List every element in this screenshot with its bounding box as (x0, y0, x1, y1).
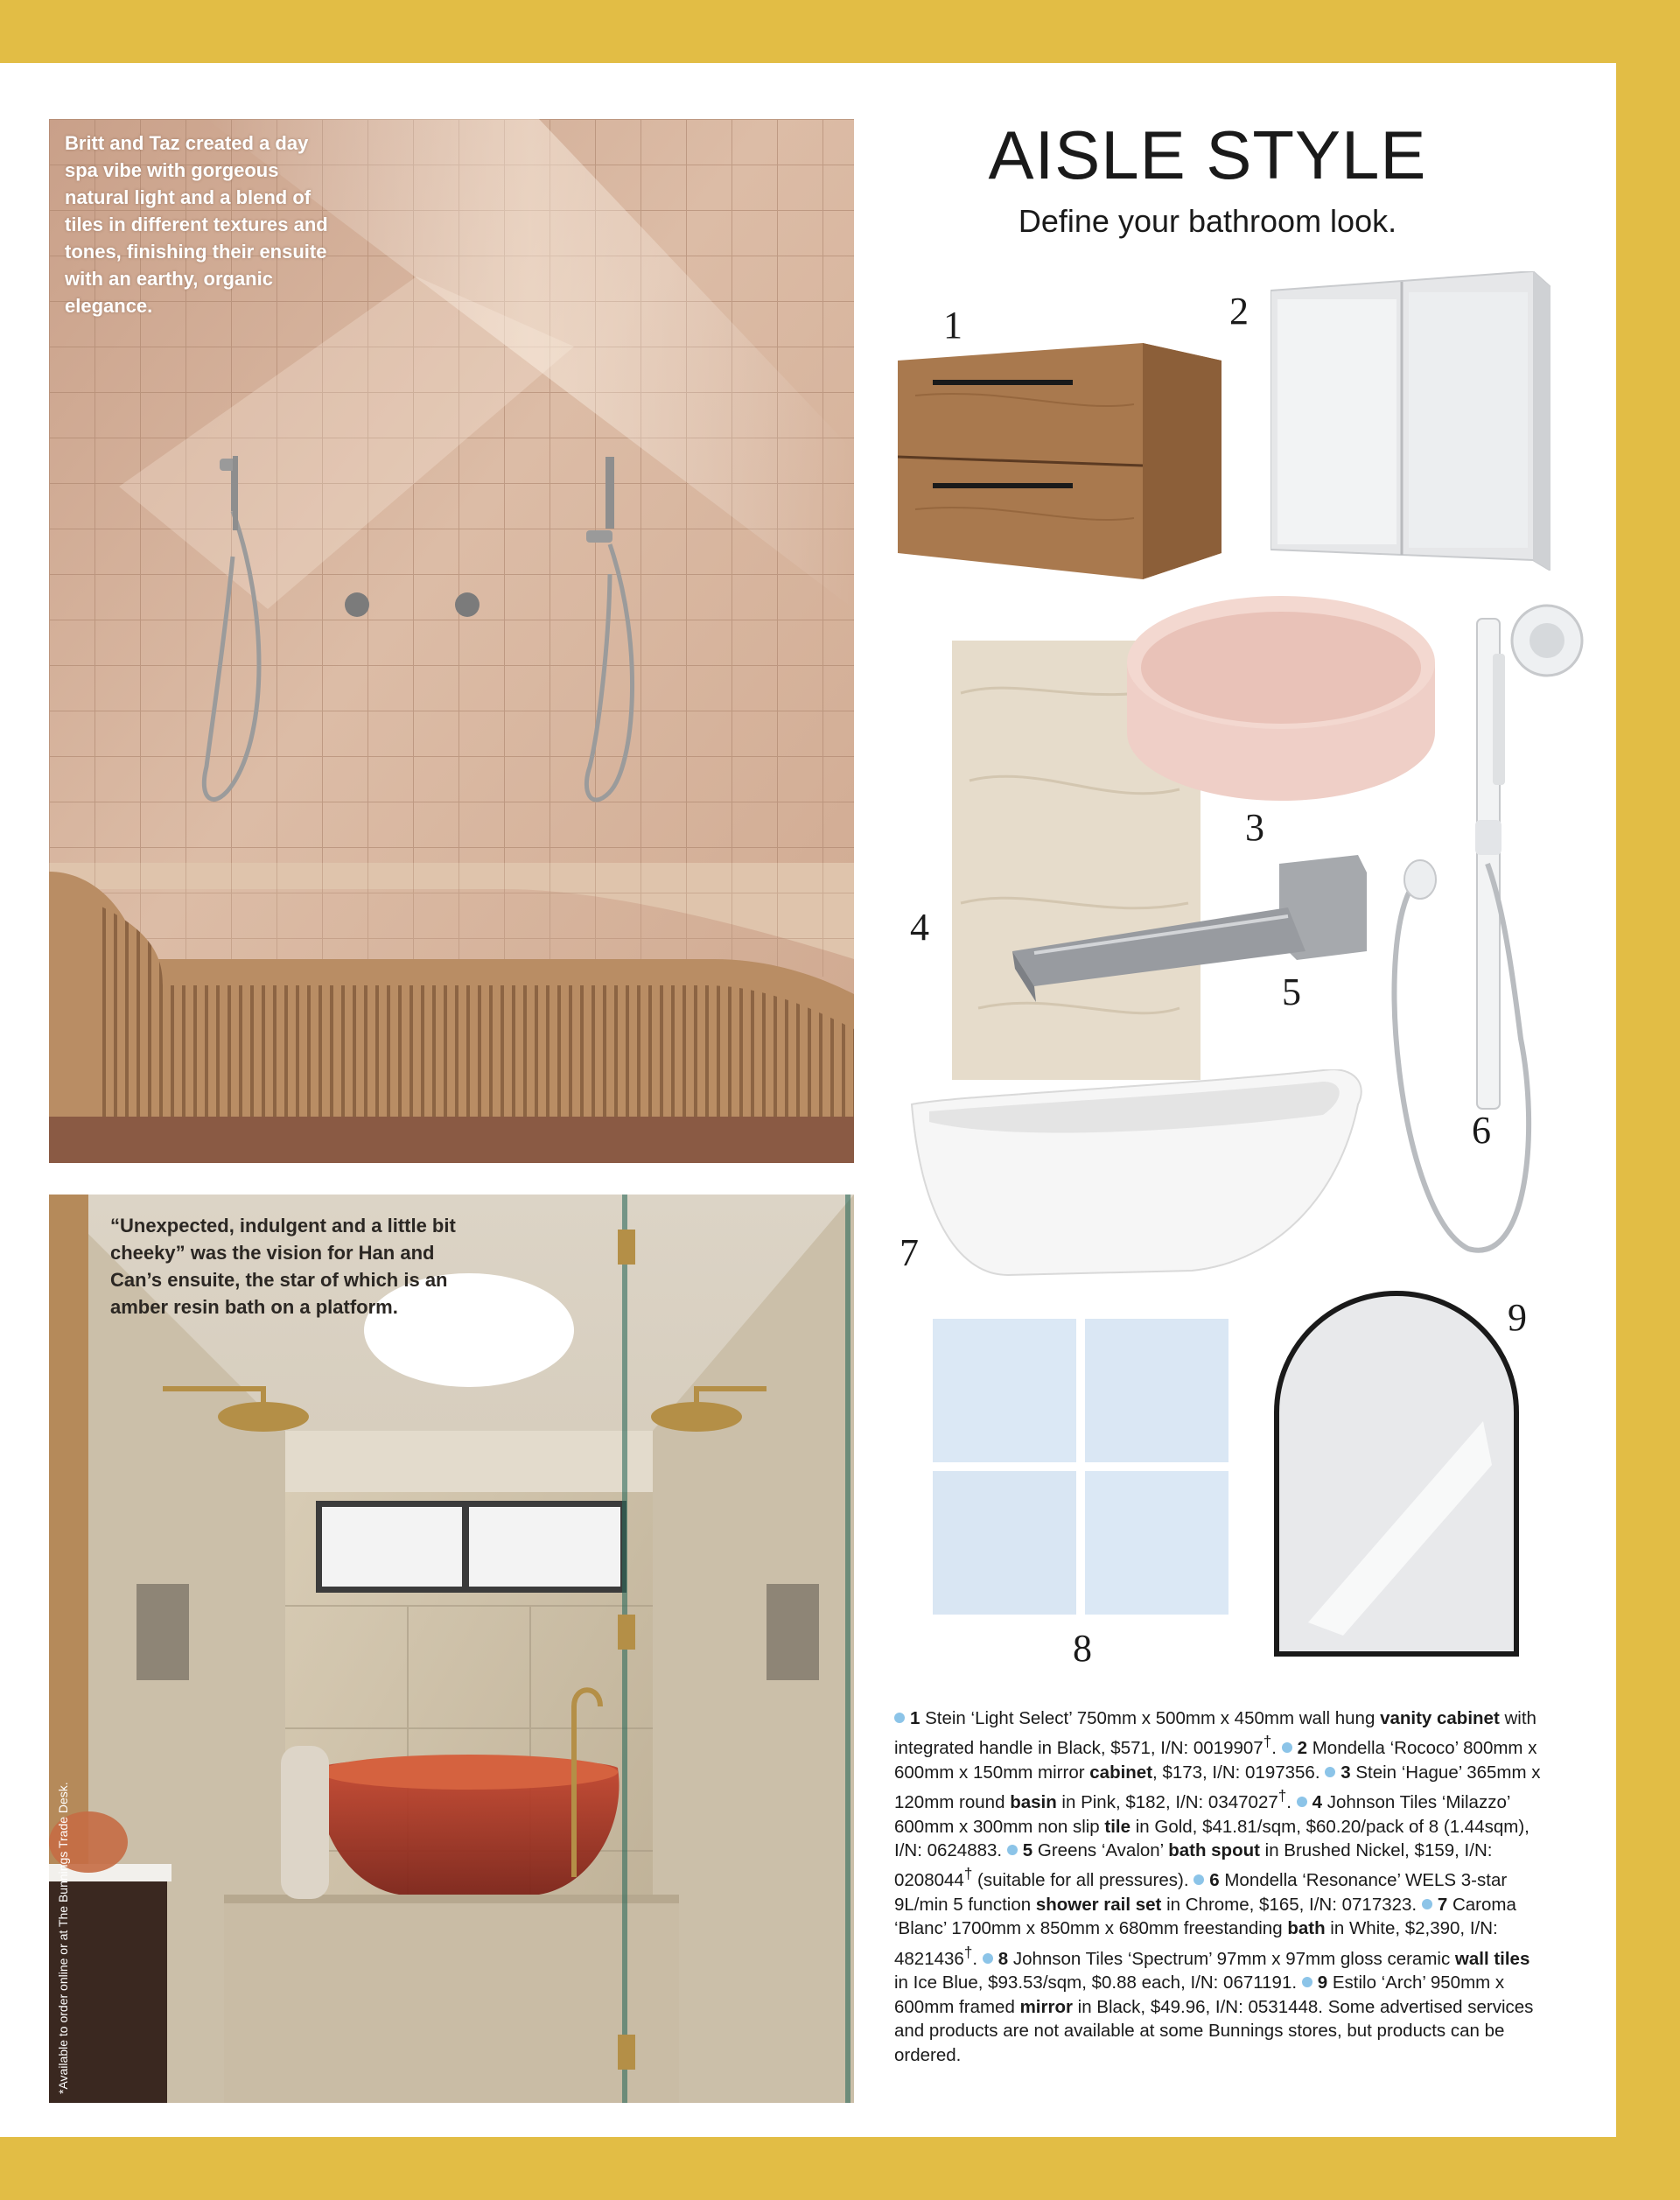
bullet-dot (1194, 1874, 1204, 1885)
product-number-8: 8 (1073, 1627, 1092, 1670)
ice-blue-wall-tiles-image (933, 1319, 1230, 1616)
bullet-dot (1302, 1977, 1312, 1987)
bullet-dot (1282, 1742, 1292, 1753)
product-entry: 7 Caroma ‘Blanc’ 1700mm x 850mm x 680mm freestanding bath in White, $2,390, I/N: 4821436†. (894, 1894, 1516, 1969)
mirror-cabinet-image (1270, 271, 1550, 571)
product-number-2: 2 (1229, 290, 1249, 333)
magazine-page (0, 63, 1616, 2137)
bullet-dot (1325, 1767, 1335, 1777)
photo-tiled-shower (49, 119, 854, 1163)
product-number-7: 7 (900, 1231, 919, 1274)
product-entry: 9 Estilo ‘Arch’ 950mm x 600mm framed mirror in Black, $49.96, I/N: 0531448. Some advertised services and products are not available at some Bunnings stores, but products can be ordered. (894, 1972, 1534, 2065)
photo-amber-bath (49, 1195, 854, 2103)
product-entry: 3 Stein ‘Hague’ 365mm x 120mm round basin in Pink, $182, I/N: 0347027†. (894, 1762, 1541, 1813)
product-entry: 6 Mondella ‘Resonance’ WELS 3-star 9L/min 5 function shower rail set in Chrome, $165, I/N: 0717323. (894, 1870, 1508, 1915)
bullet-dot (1422, 1899, 1432, 1909)
freestanding-bath-image (903, 1069, 1367, 1279)
bath-spout-image (1008, 855, 1367, 1012)
vanity-cabinet-image (898, 334, 1230, 588)
product-number-1: 1 (943, 304, 962, 347)
availability-footnote: *Available to order online or at The Bunnings Trade Desk. (56, 1782, 70, 2094)
product-number-9: 9 (1508, 1296, 1527, 1339)
photo-caption: Britt and Taz created a day spa vibe with gorgeous natural light and a blend of tiles in different textures and tones, finishing their ensuite with an earthy, organic elegance. (65, 132, 328, 317)
product-entry: 1 Stein ‘Light Select’ 750mm x 500mm x 450mm wall hung vanity cabinet with integrated handle in Black, $571, I/N: 0019907†. (894, 1708, 1536, 1759)
shower-rail-set-image (1390, 601, 1591, 1275)
bullet-dot (894, 1713, 905, 1723)
product-description (894, 1706, 1542, 2067)
page-title: AISLE STYLE (988, 116, 1427, 193)
product-entry: 4 Johnson Tiles ‘Milazzo’ 600mm x 300mm non slip tile in Gold, $41.81/sqm, $60.20/pack of 8 (1.44sqm), I/N: 0624883. (894, 1792, 1530, 1861)
product-number-4: 4 (910, 906, 929, 949)
bullet-dot (983, 1953, 993, 1964)
photo-caption: “Unexpected, indulgent and a little bit cheeky” was the vision for Han and Can’s ensuite, the star of which is an amber resin bath on a platform. (110, 1215, 456, 1318)
product-entry: 2 Mondella ‘Rococo’ 800mm x 600mm x 150mm mirror cabinet, $173, I/N: 0197356. (894, 1738, 1537, 1783)
product-entry: 5 Greens ‘Avalon’ bath spout in Brushed Nickel, $159, I/N: 0208044† (suitable for all pressures). (894, 1840, 1493, 1891)
page-subtitle: Define your bathroom look. (1018, 203, 1397, 239)
bullet-dot (1297, 1797, 1307, 1807)
arch-mirror-image (1273, 1290, 1520, 1657)
product-entry: 8 Johnson Tiles ‘Spectrum’ 97mm x 97mm gloss ceramic wall tiles in Ice Blue, $93.53/sqm, $0.88 each, I/N: 0671191. (894, 1948, 1530, 1993)
product-number-3: 3 (1245, 806, 1264, 849)
bathroom-illustration (49, 1195, 854, 2103)
bullet-dot (1007, 1845, 1018, 1855)
product-number-6: 6 (1472, 1109, 1491, 1152)
product-number-5: 5 (1282, 970, 1301, 1013)
